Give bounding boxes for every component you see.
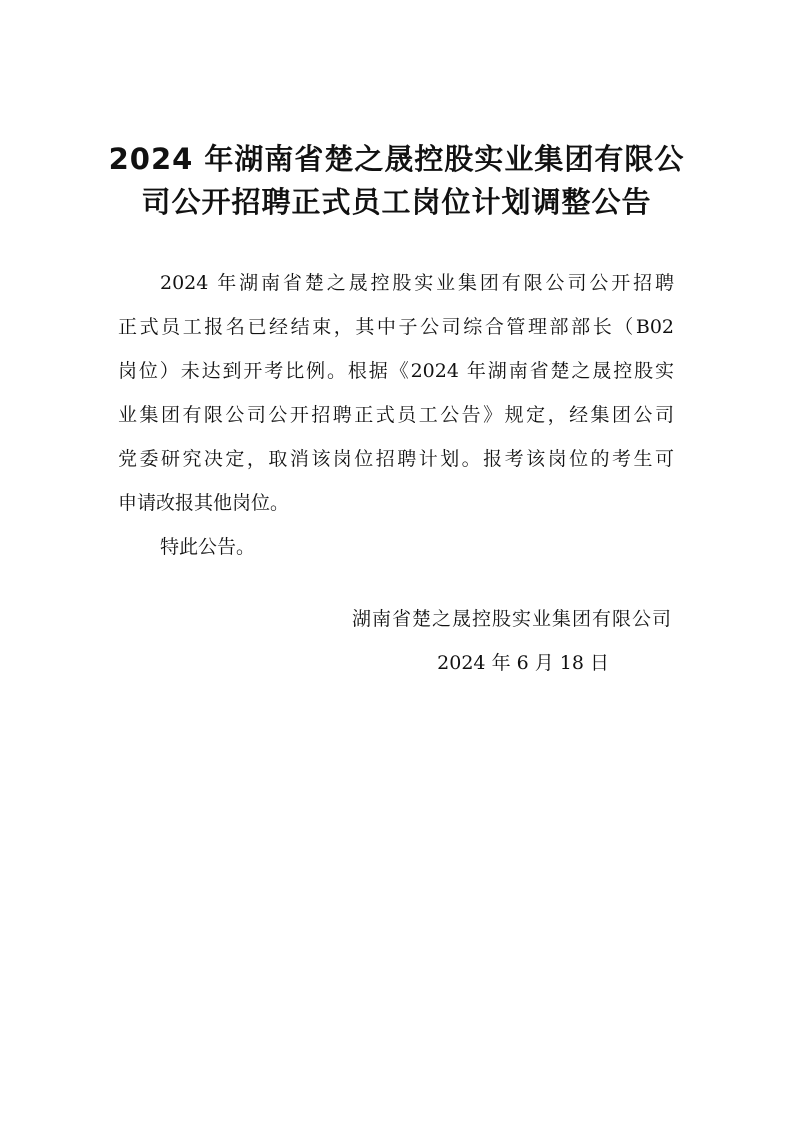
signature-organization: 湖南省楚之晟控股实业集团有限公司 bbox=[351, 608, 672, 630]
closing-statement: 特此公告。 bbox=[160, 536, 256, 558]
body-paragraph-line-6: 申请改报其他岗位。 bbox=[118, 492, 290, 514]
body-paragraph-line-4: 业集团有限公司公开招聘正式员工公告》规定，经集团公司 bbox=[118, 404, 674, 426]
document-title-line-2: 司公开招聘正式员工岗位计划调整公告 bbox=[141, 185, 652, 219]
body-paragraph-line-5: 党委研究决定，取消该岗位招聘计划。报考该岗位的考生可 bbox=[118, 448, 674, 470]
body-paragraph-line-3: 岗位）未达到开考比例。根据《2024 年湖南省楚之晟控股实 bbox=[118, 360, 674, 382]
body-paragraph-line-1: 2024 年湖南省楚之晟控股实业集团有限公司公开招聘 bbox=[160, 272, 674, 294]
signature-date: 2024 年 6 月 18 日 bbox=[437, 652, 609, 674]
document-title-line-1: 2024 年湖南省楚之晟控股实业集团有限公 bbox=[108, 142, 685, 176]
body-paragraph-line-2: 正式员工报名已经结束，其中子公司综合管理部部长（B02 bbox=[118, 316, 674, 338]
